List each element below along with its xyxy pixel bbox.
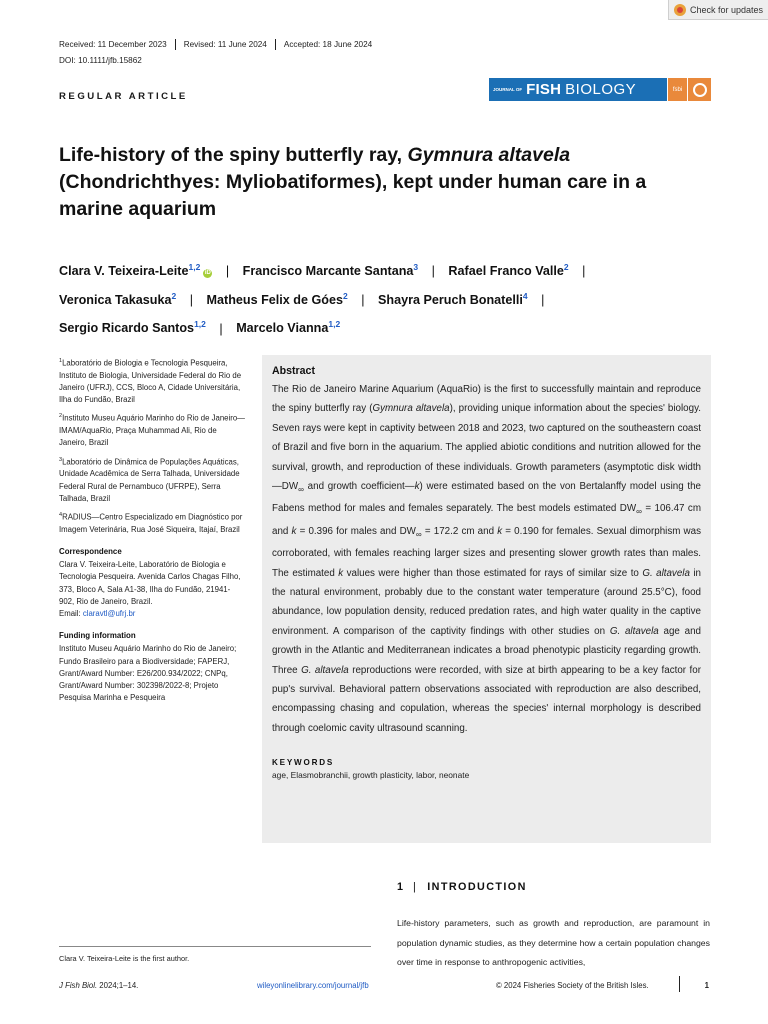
footer-divider xyxy=(679,976,680,992)
logo-fsbi-badge: fsbi xyxy=(667,78,687,101)
correspondence-block xyxy=(59,546,245,620)
funding-block xyxy=(59,630,245,704)
logo-main xyxy=(489,78,667,101)
affiliation: $^2$Instituto Museu Aquário Marinho do Rio de Janeiro—IMAM/AquaRio, Praça Muhammad Ali, Rio de Janeiro, Brazil xyxy=(59,413,245,448)
crossmark-icon xyxy=(674,4,686,16)
journal-logo xyxy=(489,78,711,101)
abstract-text: The Rio de Janeiro Marine Aquarium (AquaRio) is the first to successfully maintain and reproduce the spiny butterfly ray (Gymnura altavela), providing unique information about the species' biology. Seven rays were kept in captivity between 2018 and 2023, two captured on the southeastern coast of Brazil and five born in the aquarium. The applied abiotic conditions and nutrition allowed for the survival, growth, and reproduction of these individuals. Growth parameters (asymptotic disk $width—DW_\infty$ and growth coefficient—k) were estimated based on the von Bertalanffy model using the Fabens method for males and females separately. The best models estimated $DW_\infty = 106.47$ cm and k = 0.396 for males and $DW_\infty = 172.2$ cm and k = 0.190 for females. Sexual dimorphism was corroborated, with females reaching larger sizes and presenting slower growth rates than males. The estimated k values were higher than those estimated for rays of similar size to G. altavela in the natural environment, probably due to the constant water temperature (around 25.5°C), food abundance, low population density, reduced predation rates, and high water quality in the captive environment. A comparison of the captivity findings with other studies on G. altavela age and growth in the Atlantic and Mediterranean indicates a broad phenotypic plasticity regarding growth. Three G. altavela reproductions were recorded, with size at birth appearing to be a key factor for pup's survival. Behavioral pattern observations associated with reproduction are also described, encompassing chasing and copulation, whereas the species' internal morphology is described through coelomic cavity ultrasound scanning. xyxy=(272,384,701,734)
journal-citation: J Fish Biol. 2024;1–14. xyxy=(59,981,139,990)
funding-text: Instituto Museu Aquário Marinho do Rio de Janeiro; Fundo Brasileiro para a Biodiversidade; FAPERJ, Grant/Award Number: E26/200.934/2022; CNPq, Grant/Award Number: 302398/2022-8; Projeto Pesquisa Marinha e Pesqueira xyxy=(59,644,237,703)
logo-circle-icon xyxy=(687,78,711,101)
author-name[interactable]: Sergio Ricardo Santos xyxy=(59,321,195,336)
affiliation: $^4$RADIUS—Centro Especializado em Diagnóstico por Imagem Veterinária, Rua José Siqueira, Itajaí, Brazil xyxy=(59,512,243,534)
funding-heading: Funding information xyxy=(59,631,136,641)
author-line-2: Veronica Takasuka$^2$ | Matheus Felix de Góes$^2$ | Shayra Peruch Bonatelli$^4$ | xyxy=(59,290,545,307)
author-name[interactable]: Matheus Felix de Góes xyxy=(206,292,343,307)
affiliation: $^1$Laboratório de Biologia e Tecnologia Pesqueira, Instituto de Biologia, Universidade Federal do Rio de Janeiro (UFRJ), CCS, Bloco A, Cidade Universitária, Ilha do Fundão, Brazil xyxy=(59,358,242,405)
logo-word-fish: FISH xyxy=(526,81,562,98)
email-link[interactable]: claravtl@ufrj.br xyxy=(82,609,136,619)
logo-word-biology: BIOLOGY xyxy=(565,81,637,98)
author-name[interactable]: Clara V. Teixeira-Leite xyxy=(59,264,189,279)
accepted-date: Accepted: 18 June 2024 xyxy=(275,39,380,50)
keywords-heading: KEYWORDS xyxy=(272,758,335,768)
author-name[interactable]: Francisco Marcante Santana xyxy=(242,264,414,279)
author-list xyxy=(59,255,719,341)
article-title: Life-history of the spiny butterfly ray, Gymnura altavela (Chondrichthyes: Myliobatiformes), kept under human care in a marine aquarium xyxy=(59,144,647,220)
title-species: Gymnura altavela xyxy=(407,144,571,166)
abstract-heading: Abstract xyxy=(272,365,315,377)
revised-date: Revised: 11 June 2024 xyxy=(175,39,275,50)
author-name[interactable]: Shayra Peruch Bonatelli xyxy=(378,292,523,307)
correspondence-heading: Correspondence xyxy=(59,547,122,557)
introduction-text: Life-history parameters, such as growth and reproduction, are paramount in population dynamic studies, as they determine how a certain population changes over time in response to anthropogenic activities, xyxy=(397,918,710,968)
affiliation: $^3$Laboratório de Dinâmica de Populações Aquáticas, Unidade Acadêmica de Serra Talhada, Universidade Federal Rural de Pernambuco (UFRPE), Serra Talhada, Brazil xyxy=(59,456,240,503)
introduction-heading: 1 | INTRODUCTION xyxy=(397,881,527,893)
keywords-text: age, Elasmobranchii, growth plasticity, labor, neonate xyxy=(272,770,470,781)
doi[interactable]: DOI: 10.1111/jfb.15862 xyxy=(59,56,142,65)
check-for-updates-label: Check for updates xyxy=(690,4,764,15)
abstract-box xyxy=(262,355,711,843)
author-line-1: Clara V. Teixeira-Leite$^{1,2}$iD | Francisco Marcante Santana$^3$ | Rafael Franco Valle$^2$ | xyxy=(59,262,586,279)
author-name[interactable]: Veronica Takasuka xyxy=(59,292,172,307)
check-for-updates-button[interactable] xyxy=(668,0,768,20)
footnote: Clara V. Teixeira-Leite is the first author. xyxy=(59,954,190,963)
received-date: Received: 11 December 2023 xyxy=(59,40,167,49)
copyright: © 2024 Fisheries Society of the British Isles. xyxy=(496,981,649,990)
author-name[interactable]: Rafael Franco Valle xyxy=(448,264,564,279)
author-line-3: Sergio Ricardo Santos$^{1,2}$ | Marcelo Vianna$^{1,2}$ xyxy=(59,319,341,336)
article-sidebar xyxy=(59,355,245,704)
page-footer xyxy=(59,981,711,993)
page-number: 1 xyxy=(704,981,709,990)
logo-prefix: JOURNAL OF xyxy=(493,87,523,92)
footnote-divider xyxy=(59,946,371,947)
orcid-icon[interactable]: iD xyxy=(204,270,211,277)
correspondence-text: Clara V. Teixeira-Leite, Laboratório de Biologia e Tecnologia Pesqueira. Avenida Carlos Chagas Filho, 373, Bloco A, Sala A1-38, Ilha do Fundão, 21941-902, Rio de Janeiro, Brazil. Email: claravtl@ufrj.br xyxy=(59,560,241,619)
article-dates xyxy=(59,39,380,50)
article-type: REGULAR ARTICLE xyxy=(59,91,188,102)
author-name[interactable]: Marcelo Vianna xyxy=(236,321,329,336)
journal-url-link[interactable]: wileyonlinelibrary.com/journal/jfb xyxy=(257,981,369,990)
